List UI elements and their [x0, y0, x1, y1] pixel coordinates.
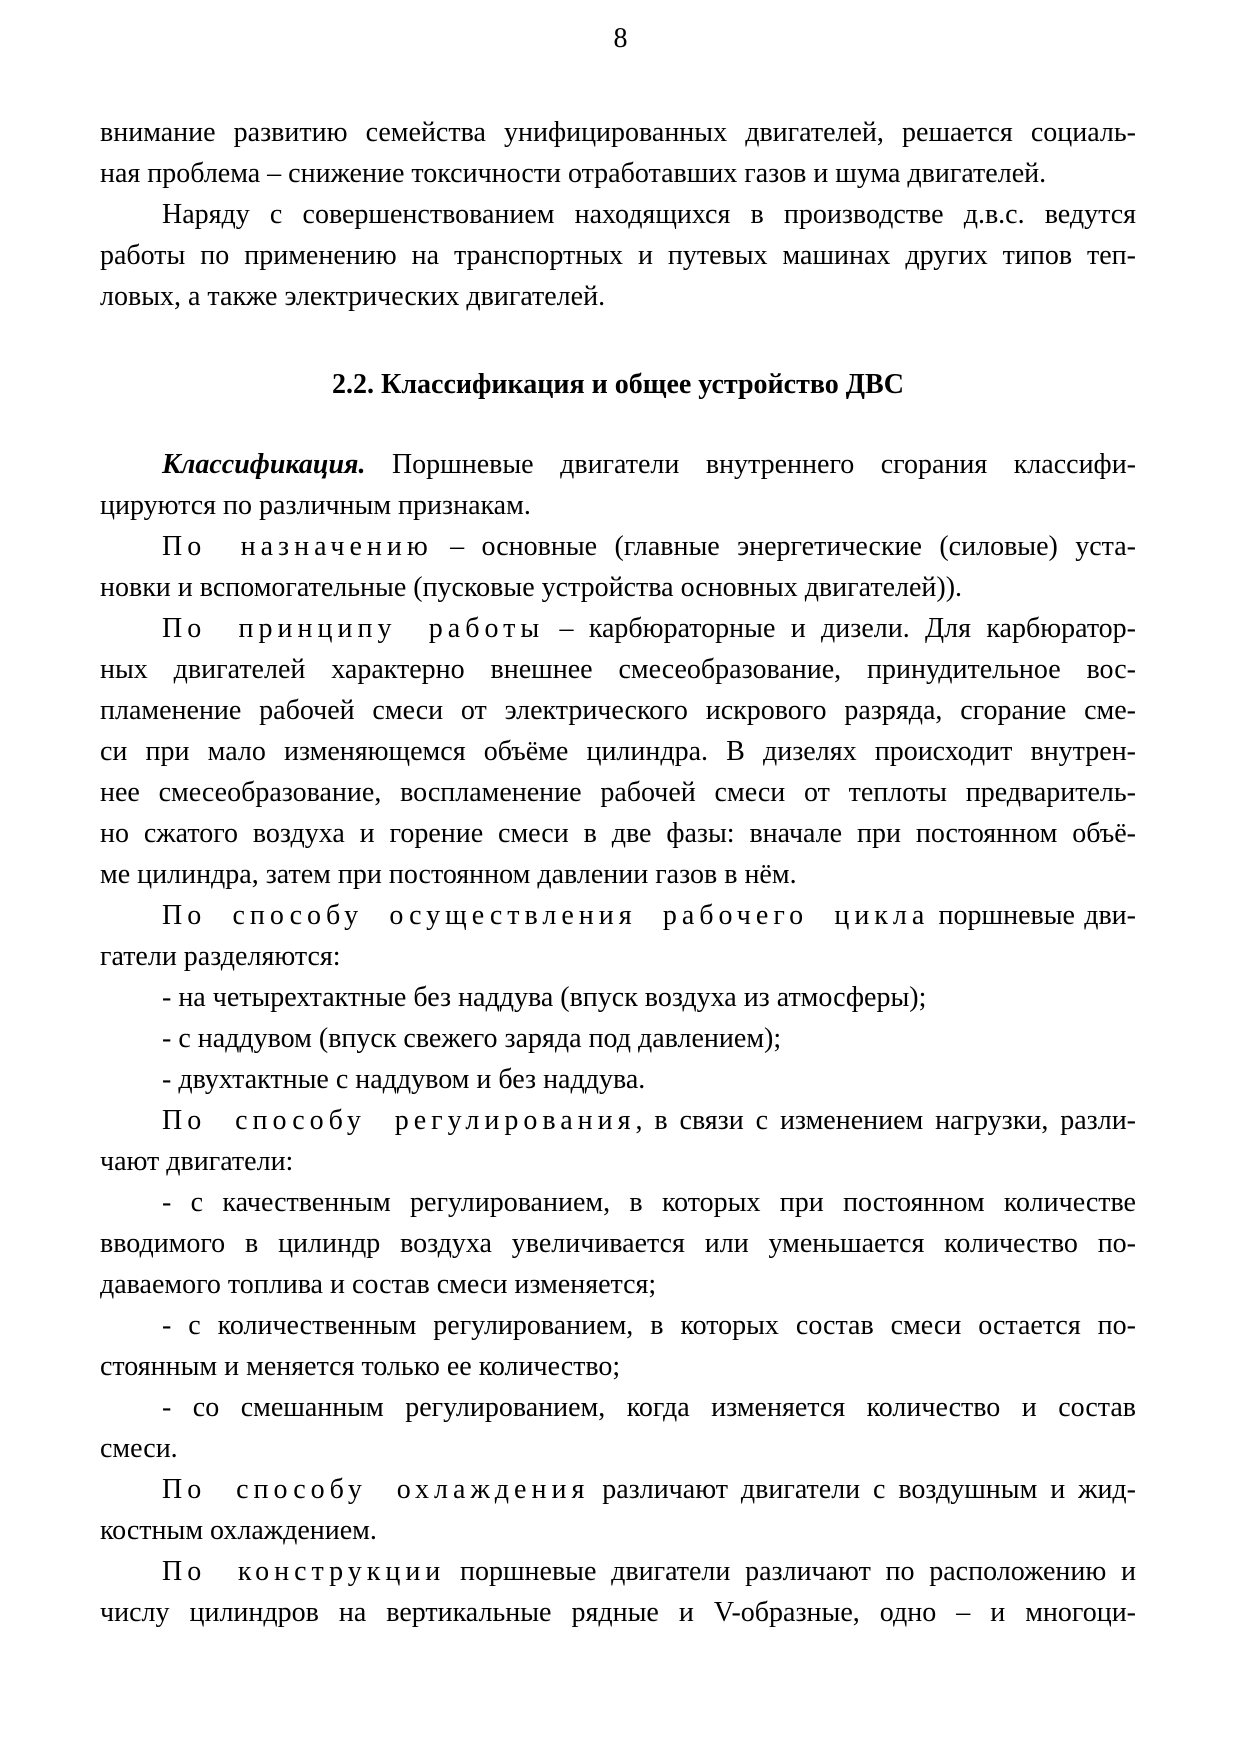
text-line: - со смешанным регулированием, когда изменяется количество и состав — [162, 1392, 1136, 1423]
paragraph-lead: Классификация. — [162, 449, 366, 480]
text-line: стоянным и меняется только ее количество; — [100, 1351, 621, 1382]
paragraph — [100, 112, 1136, 194]
text-line: числу цилиндров на вертикальные рядные и V-образные, одно – и многоци- — [100, 1597, 1136, 1628]
paragraph — [100, 1551, 1136, 1633]
paragraph — [100, 194, 1136, 317]
text-line: ная проблема – снижение токсичности отработавших газов и шума двигателей. — [100, 158, 1047, 189]
page-content — [100, 112, 1136, 1633]
paragraph — [100, 1305, 1136, 1387]
text-line: По способу регулирования, в связи с изменением нагрузки, разли- — [162, 1105, 1136, 1136]
text-line: По принципу работы – карбюраторные и дизели. Для карбюратор- — [162, 613, 1137, 644]
text-line: По назначению – основные (главные энергетические (силовые) уста- — [162, 531, 1136, 562]
text-line: нее смесеобразование, воспламенение рабочей смеси от теплоты предваритель- — [100, 777, 1136, 808]
paragraph-lead: По принципу работы — [162, 613, 545, 644]
text-line: костным охлаждением. — [100, 1515, 377, 1546]
paragraph-lead: По способу регулирования — [162, 1105, 636, 1136]
page-number: 8 — [613, 23, 628, 54]
paragraph — [100, 977, 1136, 1018]
text-line: смеси. — [100, 1433, 178, 1464]
text-line: пламенение рабочей смеси от электрического искрового разряда, сгорание сме- — [100, 695, 1136, 726]
text-line: - на четырехтактные без наддува (впуск воздуха из атмосферы); — [162, 982, 927, 1013]
text-line: По способу осуществления рабочего цикла поршневые дви- — [162, 900, 1136, 931]
paragraph — [100, 608, 1136, 895]
text-line: - с качественным регулированием, в которых при постоянном количестве — [162, 1187, 1136, 1218]
paragraph — [100, 1100, 1136, 1182]
text-line: Наряду с совершенствованием находящихся в производстве д.в.с. ведутся — [162, 199, 1136, 230]
text-line: - двухтактные с наддувом и без наддува. — [162, 1064, 646, 1095]
text-line: По способу охлаждения различают двигатели с воздушным и жид- — [162, 1474, 1136, 1505]
text-line: си при мало изменяющемся объёме цилиндра. В дизелях происходит внутрен- — [100, 736, 1136, 767]
text-line: Классификация. Поршневые двигатели внутреннего сгорания классифи- — [162, 449, 1136, 480]
paragraph — [100, 1059, 1136, 1100]
text-line: вводимого в цилиндр воздуха увеличивается или уменьшается количество по- — [100, 1228, 1136, 1259]
paragraph-lead: По способу осуществления рабочего цикла — [162, 900, 930, 931]
paragraph-lead: По назначению — [162, 531, 433, 562]
paragraph — [100, 1387, 1136, 1469]
paragraph — [100, 1018, 1136, 1059]
text-line: работы по применению на транспортных и путевых машинах других типов теп- — [100, 240, 1136, 271]
text-line: даваемого топлива и состав смеси изменяется; — [100, 1269, 657, 1300]
paragraph-lead: По конструкции — [162, 1556, 446, 1587]
paragraph — [100, 895, 1136, 977]
paragraph — [100, 526, 1136, 608]
paragraph — [100, 1182, 1136, 1305]
text-line: новки и вспомогательные (пусковые устройства основных двигателей)). — [100, 572, 963, 603]
text-line: ловых, а также электрических двигателей. — [100, 281, 606, 312]
text-line: гатели разделяются: — [100, 941, 341, 972]
text-line: цируются по различным признакам. — [100, 490, 531, 521]
text-line: чают двигатели: — [100, 1146, 294, 1177]
text-line: ных двигателей характерно внешнее смесеобразование, принудительное вос- — [100, 654, 1136, 685]
text-line: - с наддувом (впуск свежего заряда под давлением); — [162, 1023, 782, 1054]
paragraph — [100, 1469, 1136, 1551]
section-heading: 2.2. Классификация и общее устройство ДВС — [332, 369, 904, 400]
text-line: - с количественным регулированием, в которых состав смеси остается по- — [162, 1310, 1136, 1341]
paragraph-lead: По способу охлаждения — [162, 1474, 590, 1505]
paragraph — [100, 444, 1136, 526]
text-line: внимание развитию семейства унифицированных двигателей, решается социаль- — [100, 117, 1136, 148]
text-line: ме цилиндра, затем при постоянном давлении газов в нём. — [100, 859, 797, 890]
text-line: но сжатого воздуха и горение смеси в две фазы: вначале при постоянном объё- — [100, 818, 1136, 849]
text-line: По конструкции поршневые двигатели различают по расположению и — [162, 1556, 1136, 1587]
